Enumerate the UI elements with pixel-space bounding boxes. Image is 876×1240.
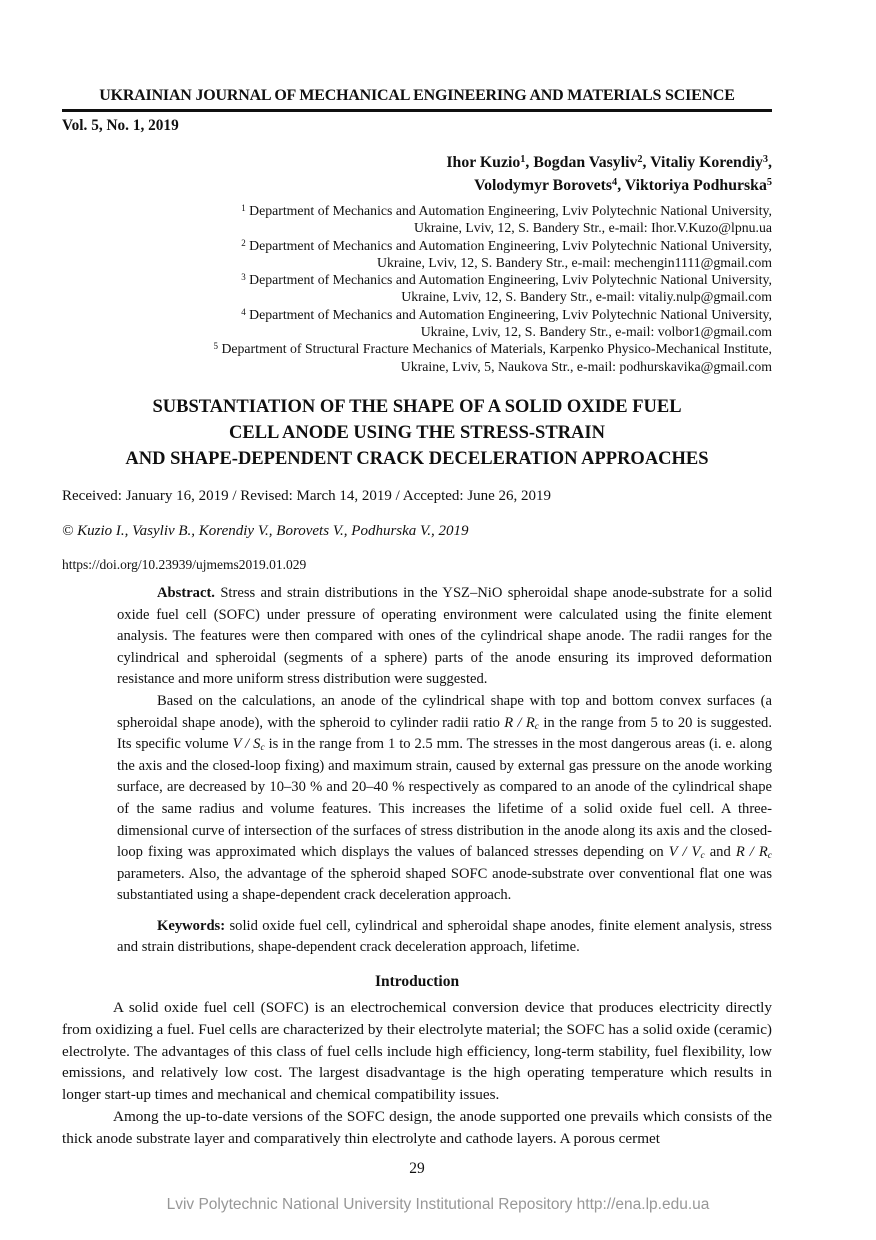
affiliation-line-1: $^4$ Department of Mechanics and Automation Engineering, Lviv Polytechnic National University, [241, 306, 772, 322]
page-number: 29 [409, 1160, 425, 1177]
keywords-paragraph: Keywords: solid oxide fuel cell, cylindrical and spheroidal shape anodes, finite element analysis, stress and strain distributions, shape-dependent crack deceleration approach, lifetime. [117, 917, 772, 956]
abstract-block [117, 583, 772, 959]
received-revised-accepted-line: Received: January 16, 2019 / Revised: March 14, 2019 / Accepted: June 26, 2019 [62, 487, 552, 504]
affiliation-marker: 5 [213, 341, 218, 352]
volume-line: Vol. 5, No. 1, 2019 [62, 117, 179, 134]
header-rule [62, 109, 772, 112]
paper-title-line: AND SHAPE-DEPENDENT CRACK DECELERATION APPROACHES [125, 448, 709, 469]
affiliation-line-2: Ukraine, Lviv, 12, S. Bandery Str., e-mail: Ihor.V.Kuzo@lpnu.ua [414, 220, 772, 236]
introduction-section [62, 997, 772, 1150]
paper-title-line: SUBSTANTIATION OF THE SHAPE OF A SOLID OXIDE FUEL [152, 396, 682, 417]
journal-title: UKRAINIAN JOURNAL OF MECHANICAL ENGINEERING AND MATERIALS SCIENCE [99, 87, 735, 104]
introduction-heading: Introduction [374, 973, 460, 991]
affiliation-marker: 4 [241, 306, 246, 317]
authors-block [62, 151, 772, 197]
affiliation-item [62, 237, 772, 272]
authors-line-2: Volodymyr Borovets$^4$, Viktoriya Podhurska$^5$ [474, 177, 772, 194]
affiliation-marker: 1 [241, 202, 246, 213]
doi-line: https://doi.org/10.23939/ujmems2019.01.029 [62, 556, 307, 572]
affiliation-line-2: Ukraine, Lviv, 5, Naukova Str., e-mail: podhurskavika@gmail.com [400, 358, 772, 374]
affiliation-item [62, 202, 772, 237]
affiliation-line-2: Ukraine, Lviv, 12, S. Bandery Str., e-mail: mechengin1111@gmail.com [377, 254, 772, 270]
introduction-paragraph-2: Among the up-to-date versions of the SOFC design, the anode supported one prevails which consists of the thick anode substrate layer and comparatively thin electrolyte and cathode layers. A porous cermet [62, 1108, 772, 1147]
affiliation-line-1: $^5$ Department of Structural Fracture Mechanics of Materials, Karpenko Physico-Mechanical Institute, [213, 341, 772, 357]
affiliation-marker: 3 [241, 272, 246, 283]
repository-footer: Lviv Polytechnic National University Institutional Repository http://ena.lp.edu.ua [166, 1196, 710, 1213]
affiliation-line-2: Ukraine, Lviv, 12, S. Bandery Str., e-mail: vitaliy.nulp@gmail.com [401, 289, 772, 305]
affiliation-line-1: $^2$ Department of Mechanics and Automation Engineering, Lviv Polytechnic National University, [241, 237, 772, 253]
abstract-paragraph-2: Based on the calculations, an anode of the cylindrical shape with top and bottom convex surfaces (a spheroidal shape anode), with the spheroid to cylinder radii ratio R / $R_c$ in the range from 5 to 20 is suggested. Its specific volume V / $S_c$ is in the range from 1 to 2.5 mm. The stresses in the most dangerous areas (i. e. along the axis and the closed-loop fixing) and maximum strain, caused by external gas pressure on the anode working surface, are decreased by 10–30 % and 20–40 % respectively as compared to an anode of the cylindrical shape of the same radius and volume features. This increases the lifetime of a solid oxide fuel cell. A three-dimensional curve of intersection of the surfaces of stress distribution in the anode along its axis and the closed-loop fixing was approximated which displays the values of balanced stresses depending on V / $V_c$ and R / $R_c$ parameters. Also, the advantage of the spheroid shaped SOFC anode-substrate over conventional flat one was substantiated using a shape-dependent crack deceleration approach. [117, 692, 772, 904]
affiliation-marker: 2 [241, 237, 246, 248]
copyright-line: © Kuzio I., Vasyliv B., Korendiy V., Borovets V., Podhurska V., 2019 [62, 522, 469, 539]
affiliation-line-1: $^3$ Department of Mechanics and Automation Engineering, Lviv Polytechnic National University, [241, 272, 772, 288]
affiliation-item [62, 340, 772, 375]
paper-title-line: CELL ANODE USING THE STRESS-STRAIN [229, 422, 605, 443]
introduction-paragraph-1: A solid oxide fuel cell (SOFC) is an electrochemical conversion device that produces electricity directly from oxidizing a fuel. Fuel cells are characterized by their electrolyte material; the SOFC has a solid oxide (ceramic) electrolyte. The advantages of this class of fuel cells include high efficiency, long-term stability, fuel flexibility, low emissions, and relatively low cost. The largest disadvantage is the high operating temperature which results in longer start-up times and mechanical and chemical compatibility issues. [62, 999, 772, 1104]
affiliation-item [62, 306, 772, 341]
affiliations-block [62, 202, 772, 375]
abstract-paragraph-1: Abstract. Stress and strain distributions in the YSZ–NiO spheroidal shape anode-substrate for a solid oxide fuel cell (SOFC) under pressure of operating environment were calculated using the finite element analysis. The features were then compared with ones of the cylindrical shape anode. The radii ranges for the cylindrical and spheroidal (segments of a sphere) parts of the anode ensuring its improved deformation resistance and more uniform stress distribution were suggested. [117, 584, 772, 688]
affiliation-line-2: Ukraine, Lviv, 12, S. Bandery Str., e-mail: volbor1@gmail.com [420, 324, 772, 340]
affiliation-item [62, 271, 772, 306]
authors-line-1: Ihor Kuzio$^1$, Bogdan Vasyliv$^2$, Vitaliy Korendiy$^3$, [446, 154, 772, 171]
paper-title [62, 394, 772, 472]
affiliation-line-1: $^1$ Department of Mechanics and Automation Engineering, Lviv Polytechnic National University, [241, 202, 772, 218]
